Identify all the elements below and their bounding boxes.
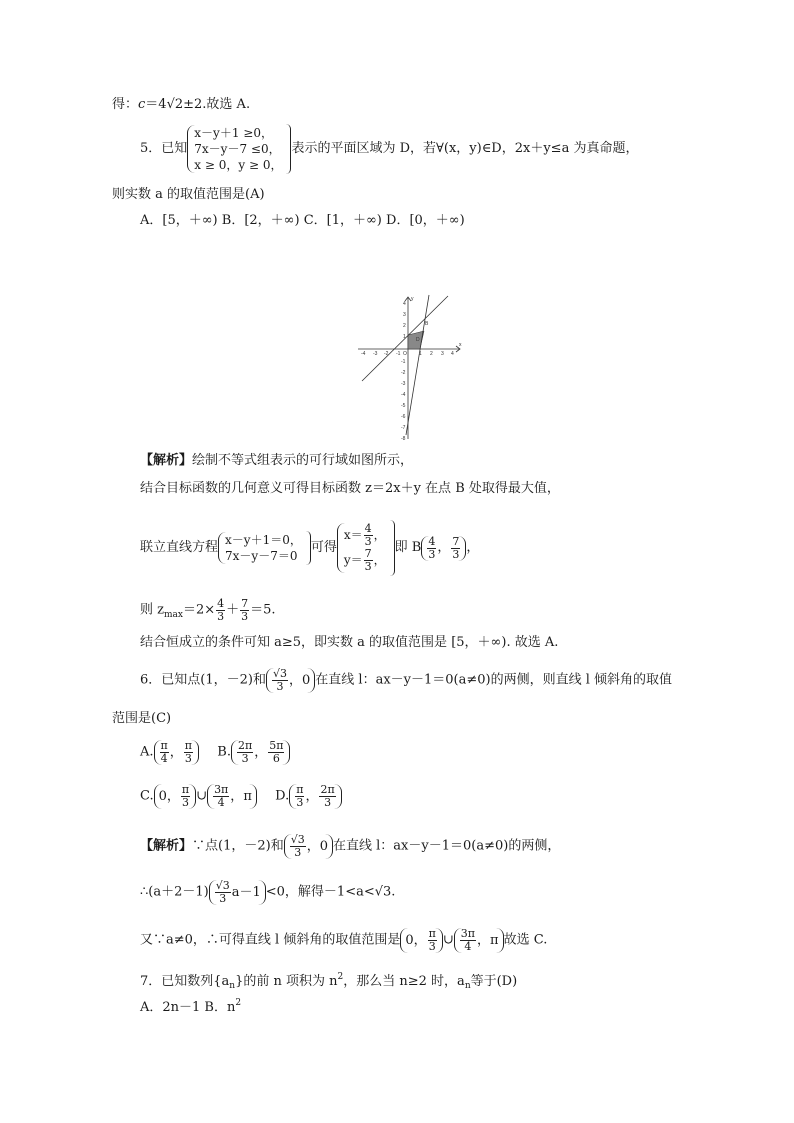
question-6-options-cd: C. 0 ， $\frac{\pi}{3}$ ∪ $\frac{3\pi}{4}$ ， π D. $\frac{\pi}{3}$ ， $\frac{2\pi}{3}$ [140, 784, 342, 809]
x-tick: -4 [361, 351, 366, 357]
question-6-stem: 6．已知点(1，－2)和 $\frac{√3}{3}$ ， 0 在直线 l：ax－y－1＝0(a≠0)的两侧，则直线 l 倾斜角的取值 [140, 667, 673, 693]
x-tick: 1 [419, 351, 422, 357]
result-line: 得：c＝4√2±2.故选 A. [112, 97, 251, 112]
origin-label: O [403, 351, 407, 357]
y-tick: -6 [401, 414, 406, 420]
y-axis-label: y [411, 296, 414, 302]
solution-5-line2: 结合目标函数的几何意义可得目标函数 z＝2x＋y 在点 B 处取得最大值， [140, 481, 560, 496]
solution-6-line3: 又∵a≠0，∴可得直线 l 倾斜角的取值范围是 0 ， $\frac{\pi}{3}$ ∪ $\frac{3\pi}{4}$ ， π 故选 C. [140, 927, 548, 953]
y-tick: -3 [401, 381, 406, 387]
y-tick: 4 [403, 301, 406, 307]
question-6-line2: 范围是(C) [112, 711, 172, 726]
question-5-stem: 5．已知 x－y＋1 ≥0， 7x－y－7 ≤0， x ≥ 0，y ≥ 0， 表示的平面区域为 D，若∀(x，y)∈D，2x＋y≤a 为真命题， [140, 126, 639, 172]
y-tick: 3 [403, 312, 406, 318]
question-5-options: A．[5，＋∞) B．[2，＋∞) C．[1，＋∞) D．[0，＋∞) [140, 213, 465, 228]
question-6-options-ab: A. $\frac{\pi}{4}$ ， $\frac{\pi}{3}$ B. $\frac{2\pi}{3}$ ， $\frac{5\pi}{6}$ [140, 740, 290, 765]
x-tick: 4 [451, 351, 454, 357]
solution-5-line4: 则 $z_{max}=2\times$ $\frac{4}{3}$ ＋ $\frac{7}{3}$ ＝5. [140, 597, 276, 623]
question-5-line2: 则实数 a 的取值范围是(A) [112, 187, 265, 202]
y-tick: -2 [401, 370, 406, 376]
y-tick: -5 [401, 403, 406, 409]
solution-6-line2: ∴(a＋2－1) $\frac{√3}{3}$ a－1 <0，解得－1<a<√3. [140, 879, 396, 905]
y-tick: -1 [401, 359, 406, 365]
y-tick: -4 [401, 392, 406, 398]
solution-5-line3: 联立直线方程 x－y＋1＝0， 7x－y－7＝0 可得 x＝ $\frac{4}{3}$ ， y＝ $\frac{7}{3}$ ， 即 B $\frac{4}{3}$ ， $\frac{7}{3}$ ， [140, 520, 479, 576]
point-b-label: B [425, 321, 429, 327]
question-7-options: A．2n－1 B．$n^2$ [140, 998, 242, 1015]
feasible-region-graph [356, 293, 466, 443]
x-axis-label: x [459, 342, 462, 348]
x-tick: -1 [396, 351, 401, 357]
solution-5-line5: 结合恒成立的条件可知 a≥5，即实数 a 的取值范围是 [5，＋∞). 故选 A. [140, 635, 559, 650]
solution-5-line1: 【解析】绘制不等式组表示的可行域如图所示， [140, 453, 414, 468]
region-d-label: D [416, 337, 420, 343]
x-tick: 2 [430, 351, 433, 357]
x-tick: 3 [441, 351, 444, 357]
y-tick: 1 [403, 334, 406, 340]
y-tick: 2 [403, 323, 406, 329]
question-7-stem: 7．已知数列$\{a_n\}$的前 n 项积为 $n^2$，那么当 n≥2 时，$a_n$等于(D) [140, 972, 518, 991]
x-tick: -2 [384, 351, 389, 357]
y-tick: -7 [401, 425, 406, 431]
solution-6-line1: 【解析】∵点(1，－2)和 $\frac{√3}{3}$ ， 0 在直线 l：ax－y－1＝0(a≠0)的两侧， [140, 833, 561, 859]
x-tick: -3 [373, 351, 378, 357]
y-tick: -8 [401, 436, 406, 442]
